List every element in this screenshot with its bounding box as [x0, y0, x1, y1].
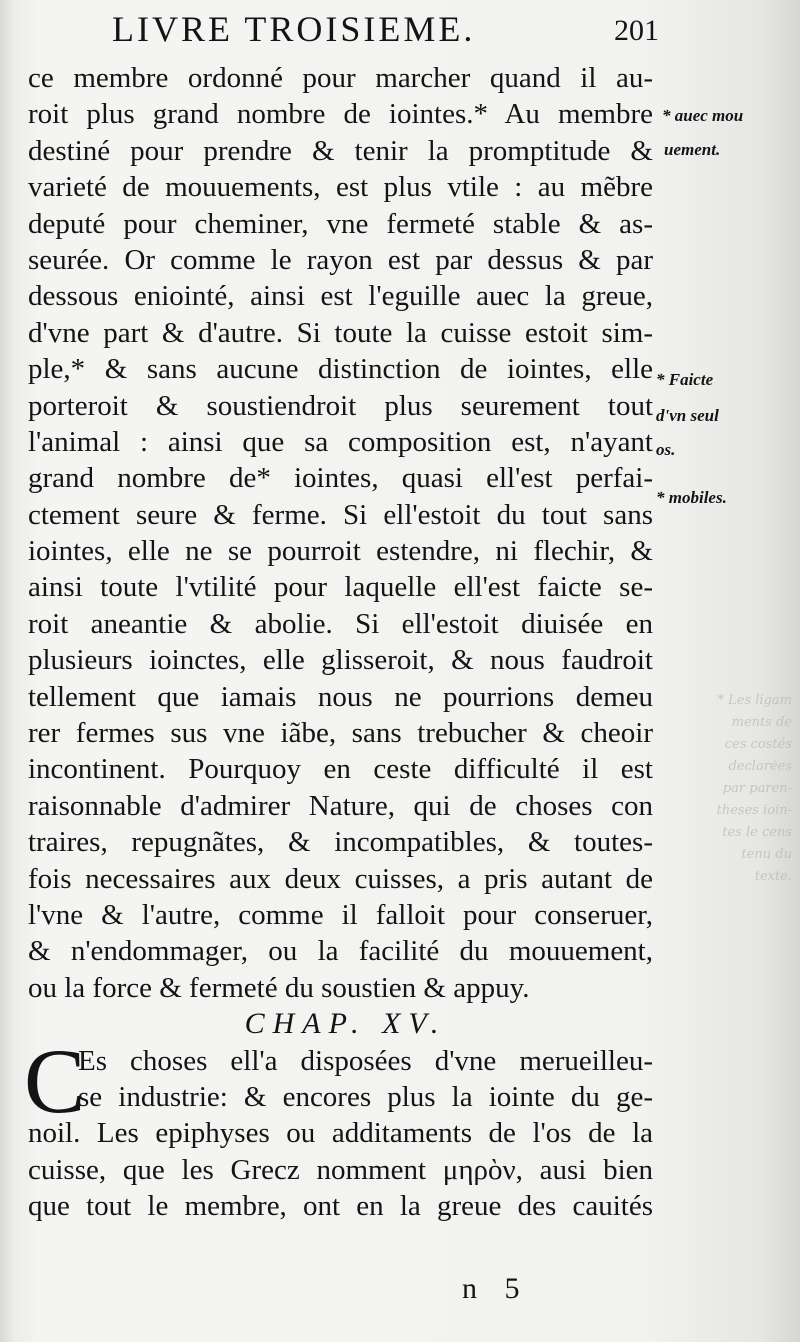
text-line: iointes, elle ne se pourroit estendre, ni flechir, & — [28, 535, 653, 568]
signature-mark: n 5 — [462, 1272, 530, 1305]
bleed-line: tenu du — [741, 847, 792, 862]
text-line: plusieurs ioinctes, elle glisseroit, & nous faudroit — [28, 644, 653, 677]
bleed-line: * Les ligam — [717, 693, 792, 708]
text-line: grand nombre de* iointes, quasi ell'est perfai- — [28, 462, 653, 495]
text-line: seurée. Or comme le rayon est par dessus & par — [28, 243, 653, 276]
text-line: traires, repugnãtes, & incompatibles, & toutes- — [28, 826, 653, 859]
margin-note: uement. — [664, 140, 721, 159]
bleed-line: tes le cens — [722, 825, 792, 840]
text-line: cuisse, que les Grecz nomment μηρὸν, ausi bien — [28, 1153, 653, 1186]
chapter-heading: CHAP. XV. — [244, 1007, 447, 1041]
margin-note: os. — [656, 440, 676, 459]
text-line: rer fermes sus vne iãbe, sans trebucher & cheoir — [28, 717, 653, 750]
text-line: deputé pour cheminer, vne fermeté stable & as- — [28, 207, 653, 240]
bleed-line: theses ioin- — [716, 803, 792, 818]
text-line: Es choses ell'a disposées d'vne merueilleu- — [78, 1044, 653, 1077]
text-line: l'animal : ainsi que sa composition est, n'ayant — [28, 425, 653, 458]
text-line: porteroit & soustiendroit plus seurement tout — [28, 389, 653, 422]
margin-note: * Faicte — [656, 370, 714, 389]
bleed-line: par paren- — [722, 781, 792, 796]
text-line: se industrie: & encores plus la iointe du ge- — [78, 1080, 653, 1113]
text-line: l'vne & l'autre, comme il falloit pour conseruer, — [28, 898, 653, 931]
running-title: LIVRE TROISIEME. — [112, 9, 476, 49]
drop-cap: C — [24, 1029, 86, 1132]
margin-note: * auec mou — [662, 106, 744, 125]
text-line: fois necessaires aux deux cuisses, a pris autant de — [28, 862, 653, 895]
text-line: ce membre ordonné pour marcher quand il au- — [28, 62, 653, 94]
text-line: noil. Les epiphyses ou additaments de l'os de la — [28, 1117, 653, 1150]
margin-note: * mobiles. — [656, 488, 727, 507]
running-head — [0, 2, 800, 58]
bleed-line: ces costés — [724, 737, 792, 752]
text-line: roit aneantie & abolie. Si ell'estoit diuisée en — [28, 607, 653, 640]
text-line: dessous eniointé, ainsi est l'eguille auec la greue, — [28, 280, 653, 313]
text-line: que tout le membre, ont en la greue des cauités — [28, 1190, 653, 1223]
margin-note: d'vn seul — [656, 406, 719, 425]
text-line: raisonnable d'admirer Nature, qui de choses con — [28, 789, 653, 822]
text-line: ainsi toute l'vtilité pour laquelle ell'est faicte se- — [28, 571, 653, 604]
text-line: destiné pour prendre & tenir la promptitude & — [28, 134, 653, 167]
bleed-through-text — [682, 690, 800, 990]
text-line: incontinent. Pourquoy en ceste difficulté il est — [28, 753, 653, 786]
bleed-line: texte. — [754, 869, 792, 884]
page-number: 201 — [614, 14, 659, 47]
text-line: & n'endommager, ou la facilité du mouuement, — [28, 935, 653, 968]
text-line: ou la force & fermeté du soustien & appuy. — [28, 971, 530, 1004]
text-line: tellement que iamais nous ne pourrions demeu — [28, 680, 653, 713]
text-line: ple,* & sans aucune distinction de iointes, elle — [28, 353, 653, 386]
text-line: varieté de mouuements, est plus vtile : au mẽbre — [28, 171, 653, 204]
text-line: d'vne part & d'autre. Si toute la cuisse estoit sim- — [28, 316, 653, 349]
text-line: ctement seure & ferme. Si ell'estoit du tout sans — [28, 498, 653, 531]
bleed-line: declarées — [728, 759, 792, 774]
text-line: roit plus grand nombre de iointes.* Au membre — [28, 98, 653, 131]
body-text — [24, 60, 653, 1225]
chapter-opening — [24, 1029, 653, 1225]
bleed-line: ments de — [731, 715, 792, 730]
